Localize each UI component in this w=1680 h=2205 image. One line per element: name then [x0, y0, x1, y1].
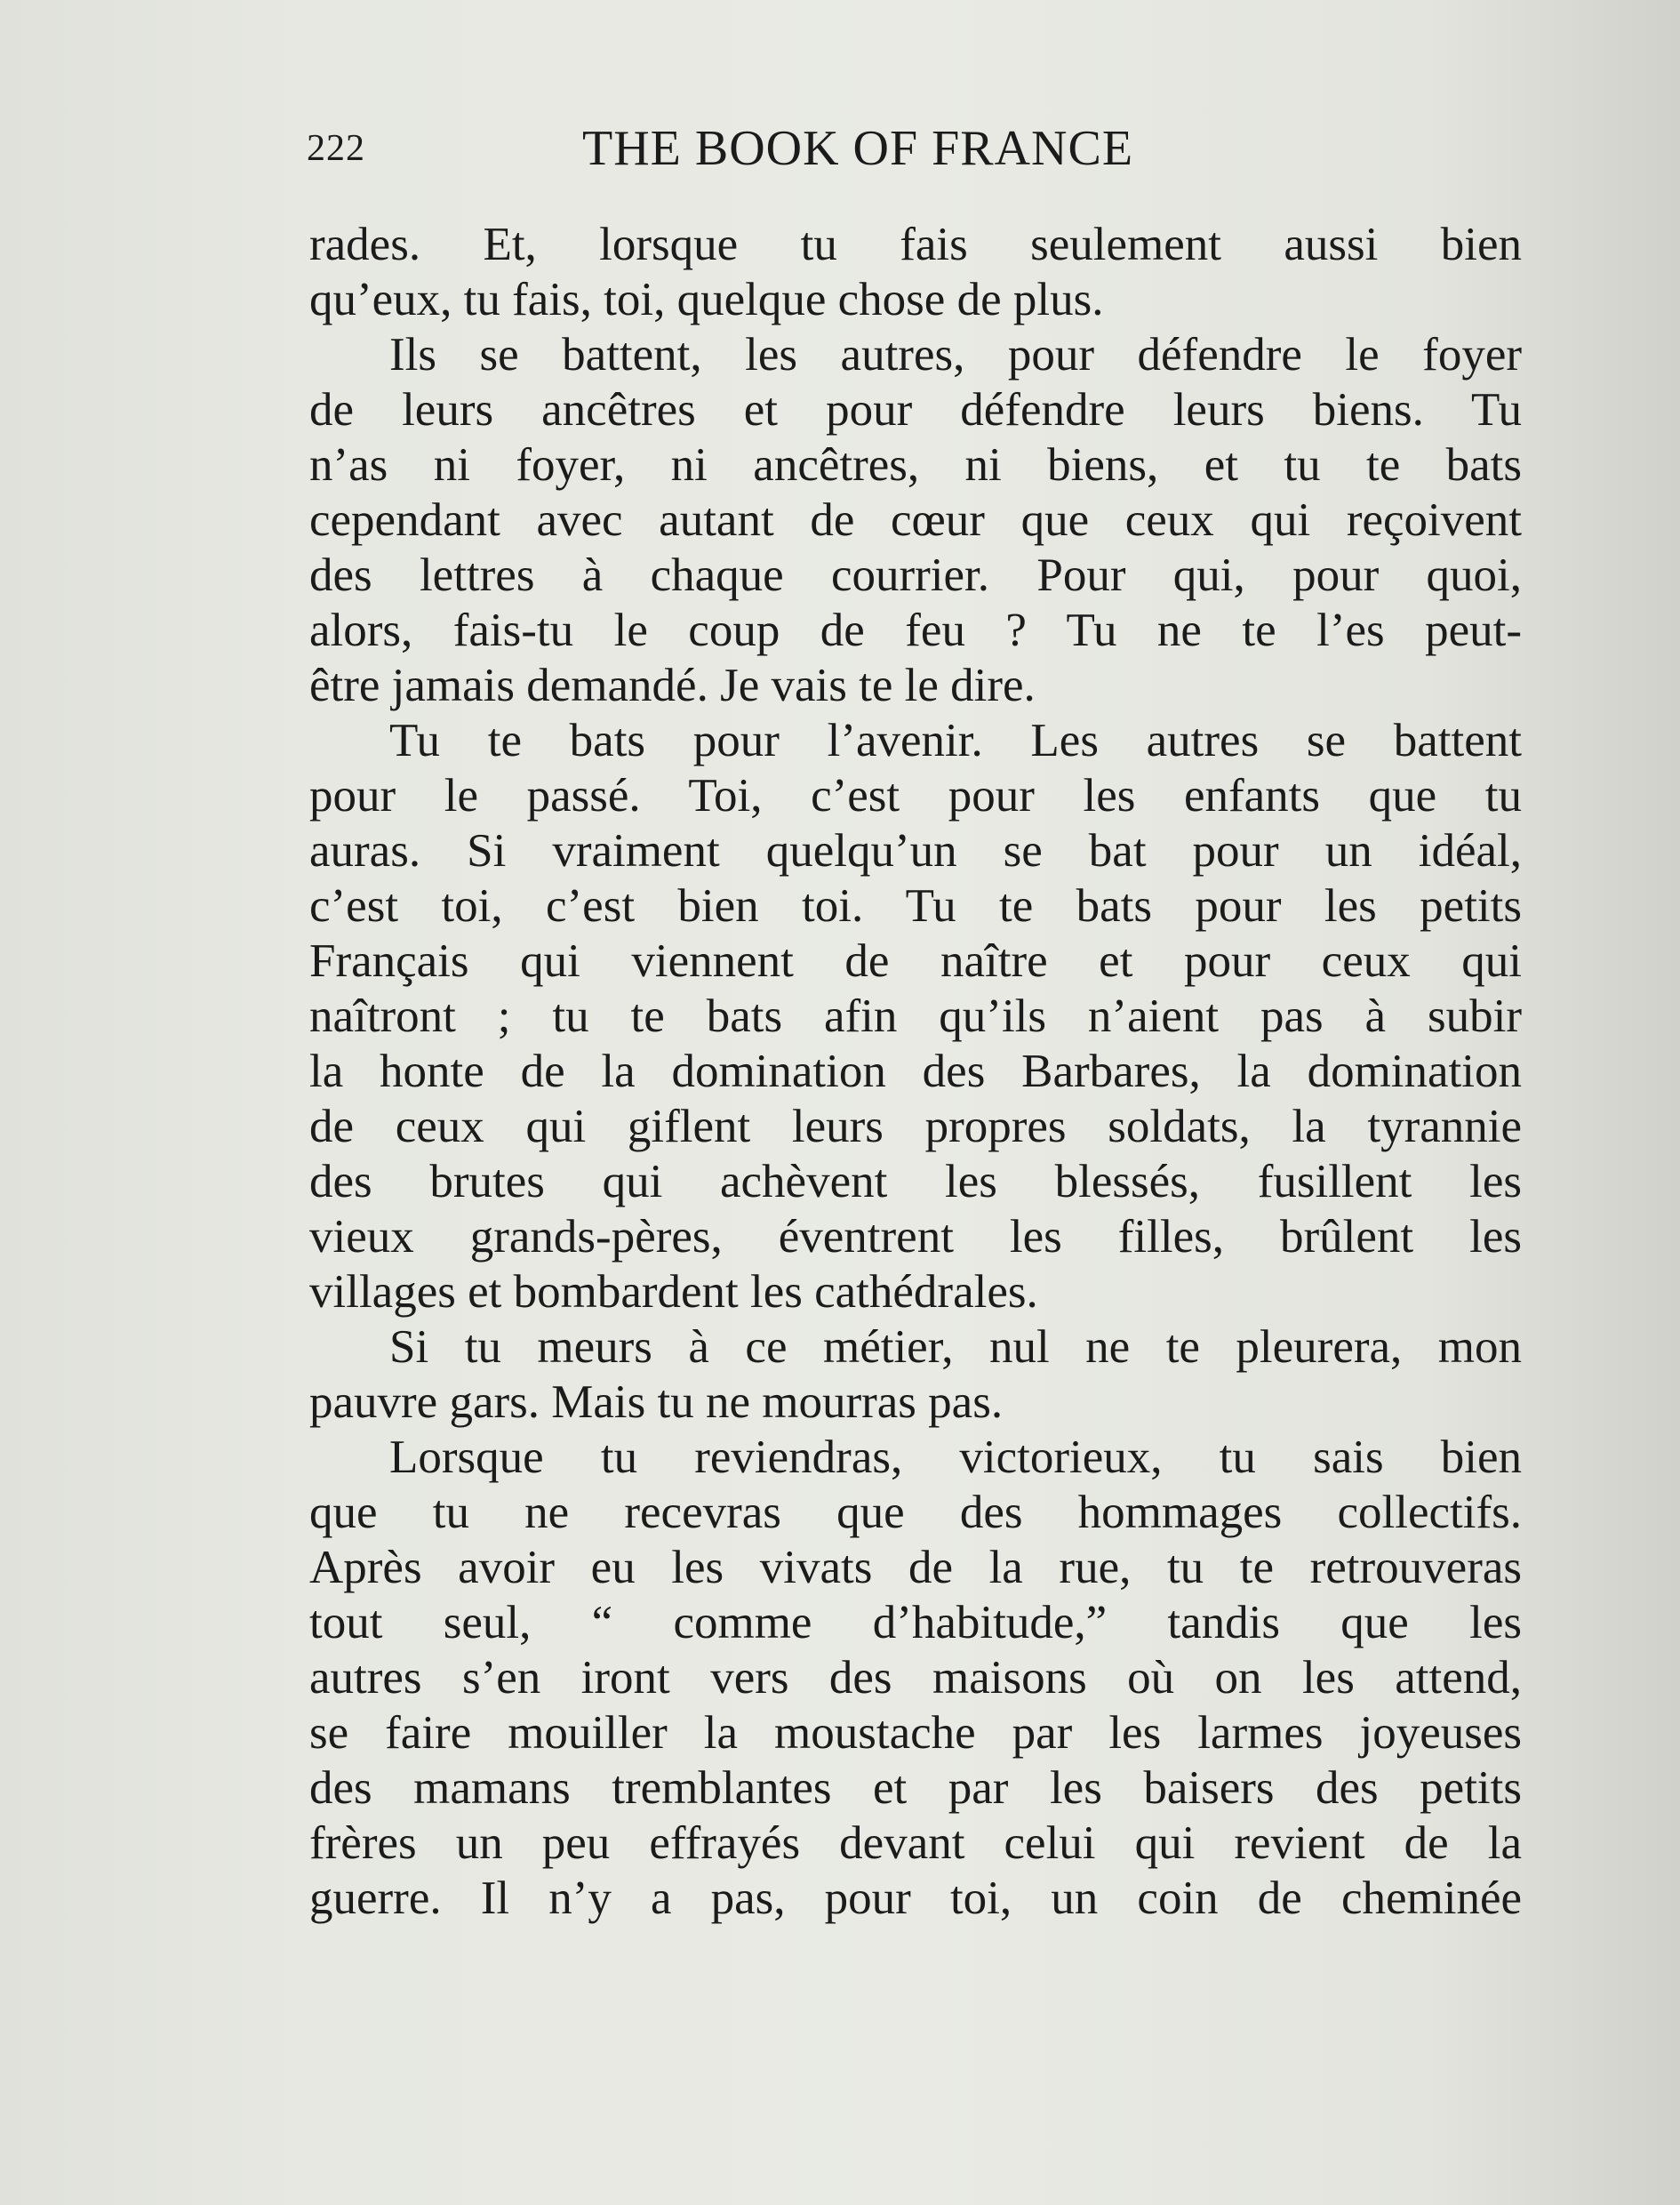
text-line: des lettres à chaque courrier. Pour qui, pour quoi,: [309, 549, 1522, 601]
paragraph: [309, 713, 1522, 1319]
text-line: naîtront ; tu te bats afin qu’ils n’aient pas à subir: [309, 990, 1522, 1042]
text-line: guerre. Il n’y a pas, pour toi, un coin de cheminée: [309, 1872, 1522, 1924]
running-head: [307, 120, 1249, 182]
text-line: tout seul, “ comme d’habitude,” tandis que les: [309, 1597, 1522, 1648]
text-line: Tu te bats pour l’avenir. Les autres se battent: [389, 715, 1522, 766]
text-line: des brutes qui achèvent les blessés, fusillent les: [309, 1156, 1522, 1207]
text-line: de leurs ancêtres et pour défendre leurs biens. Tu: [309, 384, 1522, 436]
text-line: alors, fais-tu le coup de feu ? Tu ne te l’es peut-: [309, 605, 1522, 656]
text-line: villages et bombardent les cathédrales.: [309, 1266, 1038, 1318]
text-line: Ils se battent, les autres, pour défendre le foyer: [389, 329, 1522, 381]
paragraph: [309, 1319, 1522, 1430]
text-line: que tu ne recevras que des hommages collectifs.: [309, 1487, 1522, 1538]
paragraph: [309, 217, 1522, 327]
text-line: c’est toi, c’est bien toi. Tu te bats pour les petits: [309, 880, 1522, 932]
paragraph: [309, 327, 1522, 713]
text-line: Lorsque tu reviendras, victorieux, tu sais bien: [389, 1431, 1522, 1483]
text-line: qu’eux, tu fais, toi, quelque chose de plus.: [309, 274, 1104, 325]
page-number: 222: [307, 128, 365, 169]
text-line: se faire mouiller la moustache par les larmes joyeuses: [309, 1707, 1522, 1759]
text-line: la honte de la domination des Barbares, la domination: [309, 1046, 1522, 1097]
paragraph: [309, 1430, 1522, 1926]
text-line: pour le passé. Toi, c’est pour les enfants que tu: [309, 770, 1522, 822]
text-line: pauvre gars. Mais tu ne mourras pas.: [309, 1376, 1004, 1428]
text-line: des mamans tremblantes et par les baisers des petits: [309, 1762, 1522, 1814]
text-line: Français qui viennent de naître et pour ceux qui: [309, 935, 1522, 987]
text-line: de ceux qui giflent leurs propres soldats, la tyrannie: [309, 1101, 1522, 1152]
text-line: être jamais demandé. Je vais te le dire.: [309, 660, 1036, 711]
text-line: frères un peu effrayés devant celui qui revient de la: [309, 1817, 1522, 1869]
text-line: vieux grands-pères, éventrent les filles, brûlent les: [309, 1211, 1522, 1263]
text-line: cependant avec autant de cœur que ceux qui reçoivent: [309, 494, 1522, 546]
text-line: n’as ni foyer, ni ancêtres, ni biens, et tu te bats: [309, 439, 1522, 491]
text-line: Si tu meurs à ce métier, nul ne te pleurera, mon: [389, 1321, 1522, 1373]
text-line: autres s’en iront vers des maisons où on les attend,: [309, 1652, 1522, 1704]
running-title: THE BOOK OF FRANCE: [582, 121, 1134, 176]
text-line: auras. Si vraiment quelqu’un se bat pour un idéal,: [309, 825, 1522, 877]
body-text: [309, 217, 1522, 1926]
text-line: rades. Et, lorsque tu fais seulement aussi bien: [309, 219, 1522, 270]
text-line: Après avoir eu les vivats de la rue, tu te retrouveras: [309, 1542, 1522, 1593]
